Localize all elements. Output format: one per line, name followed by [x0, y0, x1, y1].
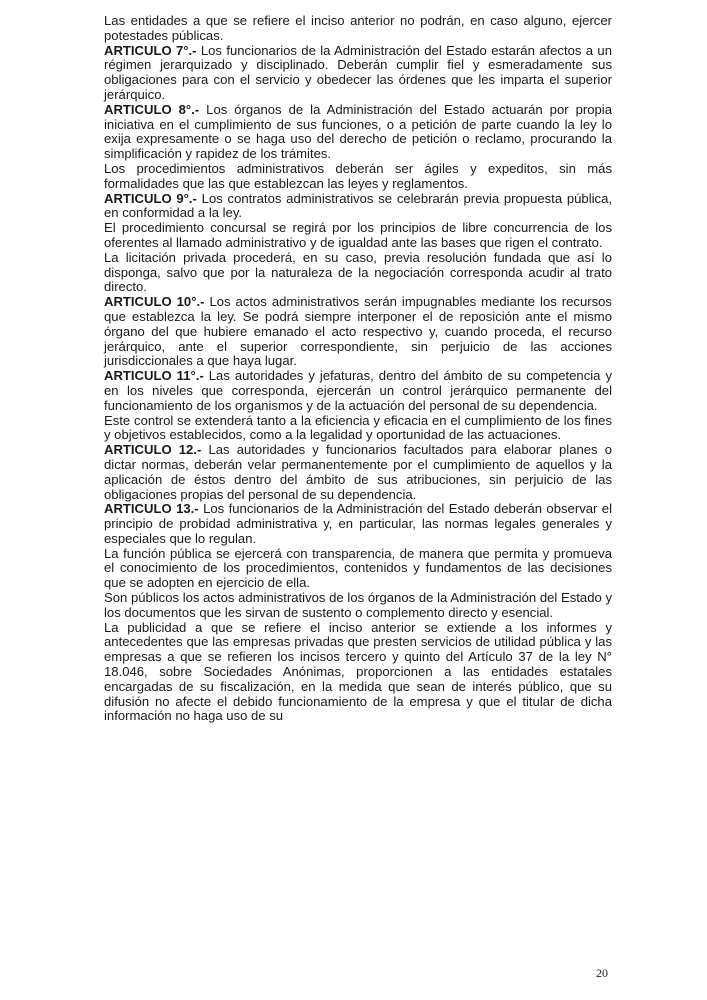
paragraph: Son públicos los actos administrativos de los órganos de la Administración del Estado y los documentos que les sirvan de sustento o complemento directo y esencial.	[104, 590, 612, 620]
article-7: ARTICULO 7°.- Los funcionarios de la Administración del Estado estarán afectos a un régimen jerarquizado y disciplinado. Deberán cumplir fiel y esmeradamente sus obligaciones para con el servicio y obedecer las órdenes que les imparta el superior jerárquico.	[104, 42, 612, 102]
article-13: ARTICULO 13.- Los funcionarios de la Administración del Estado deberán observar el principio de probidad administrativa y, en particular, las normas legales generales y especiales que lo regulan.	[104, 501, 613, 546]
article-12: ARTICULO 12.- Las autoridades y funcionarios facultados para elaborar planes o dictar normas, deberán velar permanentemente por el cumplimiento de aquellos y la aplicación de éstos dentro del ámbito de sus atribuciones, sin perjuicio de las obligaciones propias del personal de su dependencia.	[104, 442, 613, 502]
paragraph: El procedimiento concursal se regirá por los principios de libre concurrencia de los oferentes al llamado administrativo y de igualdad ante las bases que rigen el contrato.	[104, 220, 612, 250]
article-heading: ARTICULO 8°.-	[104, 101, 200, 117]
paragraph: La función pública se ejercerá con transparencia, de manera que permita y promueva el conocimiento de los procedimientos, contenidos y fundamentos de las decisiones que se adopten en ejercicio de ella.	[104, 545, 612, 591]
article-heading: ARTICULO 11°.-	[104, 368, 204, 384]
paragraph: Los procedimientos administrativos deberán ser ágiles y expeditos, sin más formalidades que las que establezcan las leyes y reglamentos.	[104, 160, 612, 191]
article-heading: ARTICULO 10°.-	[104, 294, 205, 310]
article-heading: ARTICULO 12.-	[104, 442, 202, 458]
paragraph: Este control se extenderá tanto a la eficiencia y eficacia en el cumplimiento de los fines y objetivos establecidos, como a la legalidad y oportunidad de las actuaciones.	[104, 412, 612, 443]
paragraph: La publicidad a que se refiere el inciso anterior se extiende a los informes y antecedentes que las empresas privadas que presten servicios de utilidad pública y las empresas a que se refieren los incisos tercero y quinto del Artículo 37 de la ley N° 18.046, sobre Sociedades Anónimas, proporcionen a las entidades estatales encargadas de su fiscalización, en la medida que sean de interés público, que su difusión no afecte el debido funcionamiento de la empresa y que el titular de dicha información no haga uso de su	[104, 619, 612, 724]
article-8: ARTICULO 8°.- Los órganos de la Administración del Estado actuarán por propia iniciativa en el cumplimiento de sus funciones, o a petición de parte cuando la ley lo exija expresamente o se haga uso del derecho de petición o reclamo, procurando la simplificación y rapidez de los trámites.	[104, 101, 612, 162]
article-11: ARTICULO 11°.- Las autoridades y jefaturas, dentro del ámbito de su competencia y en los niveles que corresponda, ejercerán un control jerárquico permanente del funcionamiento de los organismos y de la actuación del personal de su dependencia.	[104, 368, 613, 413]
article-heading: ARTICULO 9°.-	[104, 190, 197, 206]
article-10: ARTICULO 10°.- Los actos administrativos serán impugnables mediante los recursos que establezca la ley. Se podrá siempre interponer el de reposición ante el mismo órgano del que hubiere emanado el acto respectivo y, cuando proceda, el recurso jerárquico, ante el superior correspondiente, sin perjuicio de las acciones jurisdiccionales a que haya lugar.	[104, 294, 612, 369]
article-heading: ARTICULO 7°.-	[104, 42, 197, 58]
article-9: ARTICULO 9°.- Los contratos administrativos se celebrarán previa propuesta pública, en conformidad a la ley.	[104, 190, 612, 221]
page-number: 20	[596, 966, 608, 980]
article-heading: ARTICULO 13.-	[104, 501, 199, 517]
paragraph: Las entidades a que se refiere el inciso anterior no podrán, en caso alguno, ejercer potestades públicas.	[104, 13, 612, 43]
paragraph: La licitación privada procederá, en su caso, previa resolución fundada que así lo disponga, salvo que por la naturaleza de la negociación corresponda acudir al trato directo.	[104, 249, 612, 295]
document-body	[104, 14, 612, 724]
